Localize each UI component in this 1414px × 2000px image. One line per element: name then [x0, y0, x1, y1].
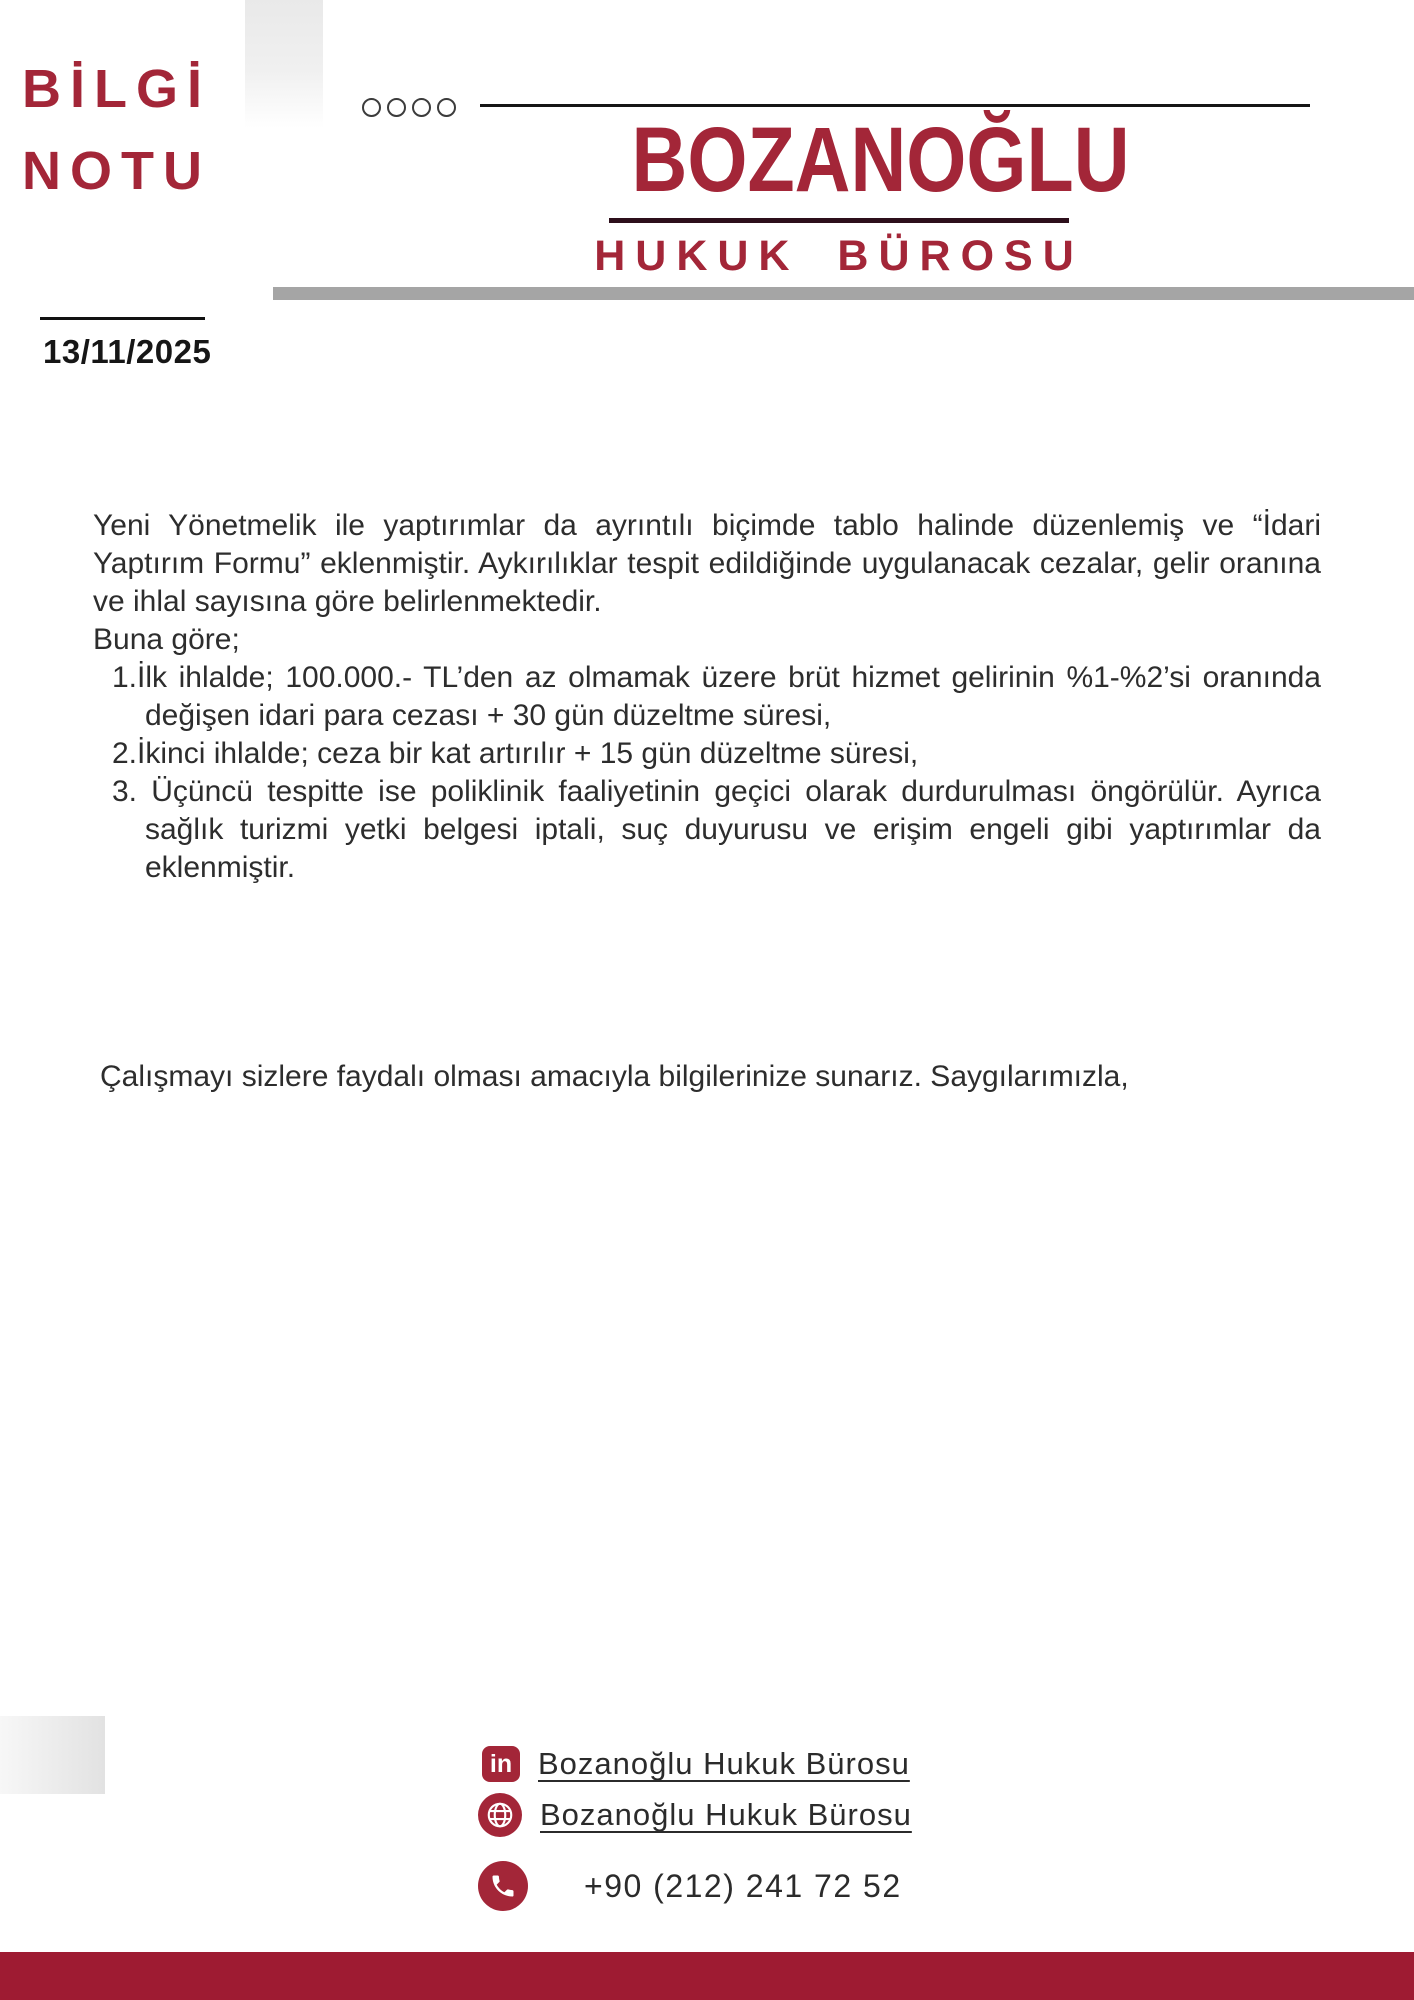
bottom-red-bar: [0, 1952, 1414, 2000]
list-item-1: 1.İlk ihlalde; 100.000.- TL’den az olmamak üzere brüt hizmet gelirinin %1-%2’si oranında değişen idari para cezası + 30 gün düzeltme süresi,: [112, 661, 1321, 732]
date-rule: [40, 317, 205, 320]
circle-ornament: [437, 98, 456, 117]
footer-website-row: [478, 1793, 912, 1837]
list-item-3: 3. Üçüncü tespitte ise poliklinik faaliyetinin geçici olarak durdurulması öngörülür. Ayrıca sağlık turizmi yetki belgesi iptali, suç duyurusu ve erişim engeli gibi yaptırımlar da eklenmiştir.: [112, 775, 1321, 884]
header-circles-ornament: [362, 98, 456, 117]
circle-ornament: [412, 98, 431, 117]
body-paragraph: Yeni Yönetmelik ile yaptırımlar da ayrıntılı biçimde tablo halinde düzenlemiş ve “İdari Yaptırım Formu” eklenmiştir. Aykırılıklar tespit edildiğinde uygulanacak cezalar, gelir oranına ve ihlal sayısına göre belirlenmektedir.: [93, 509, 1321, 618]
bottom-gradient-box: [0, 1716, 105, 1794]
doc-type-title-line2: NOTU: [22, 141, 211, 201]
doc-type-title: [22, 48, 211, 212]
sanction-list: [93, 659, 1321, 887]
circle-ornament: [362, 98, 381, 117]
header-gray-bar: [273, 287, 1414, 300]
website-link[interactable]: Bozanoğlu Hukuk Bürosu: [540, 1797, 912, 1832]
firm-logo-name: BOZANOĞLU: [631, 109, 1130, 211]
doc-type-title-line1: BİLGİ: [22, 59, 211, 119]
linkedin-icon: in: [482, 1746, 520, 1782]
document-body: [93, 507, 1321, 887]
closing-sentence: Çalışmayı sizlere faydalı olması amacıyla bilgilerinize sunarız. Saygılarımızla,: [100, 1060, 1129, 1093]
document-date: 13/11/2025: [43, 333, 212, 370]
globe-icon: [478, 1793, 522, 1837]
firm-logo-subtitle: HUKUK BÜROSU: [594, 232, 1084, 280]
linkedin-link[interactable]: Bozanoğlu Hukuk Bürosu: [538, 1746, 910, 1781]
circle-ornament: [387, 98, 406, 117]
phone-icon: [478, 1861, 528, 1911]
list-intro: Buna göre;: [93, 623, 240, 656]
list-item-2: 2.İkinci ihlalde; ceza bir kat artırılır + 15 gün düzeltme süresi,: [112, 737, 919, 770]
footer-phone-row: [478, 1861, 902, 1911]
header-rule: [480, 104, 1310, 107]
logo-divider: [609, 218, 1069, 223]
phone-number[interactable]: +90 (212) 241 72 52: [584, 1867, 902, 1904]
top-gradient-bar: [245, 0, 323, 128]
firm-logo: [592, 109, 1130, 280]
footer-linkedin-row: [482, 1745, 910, 1783]
